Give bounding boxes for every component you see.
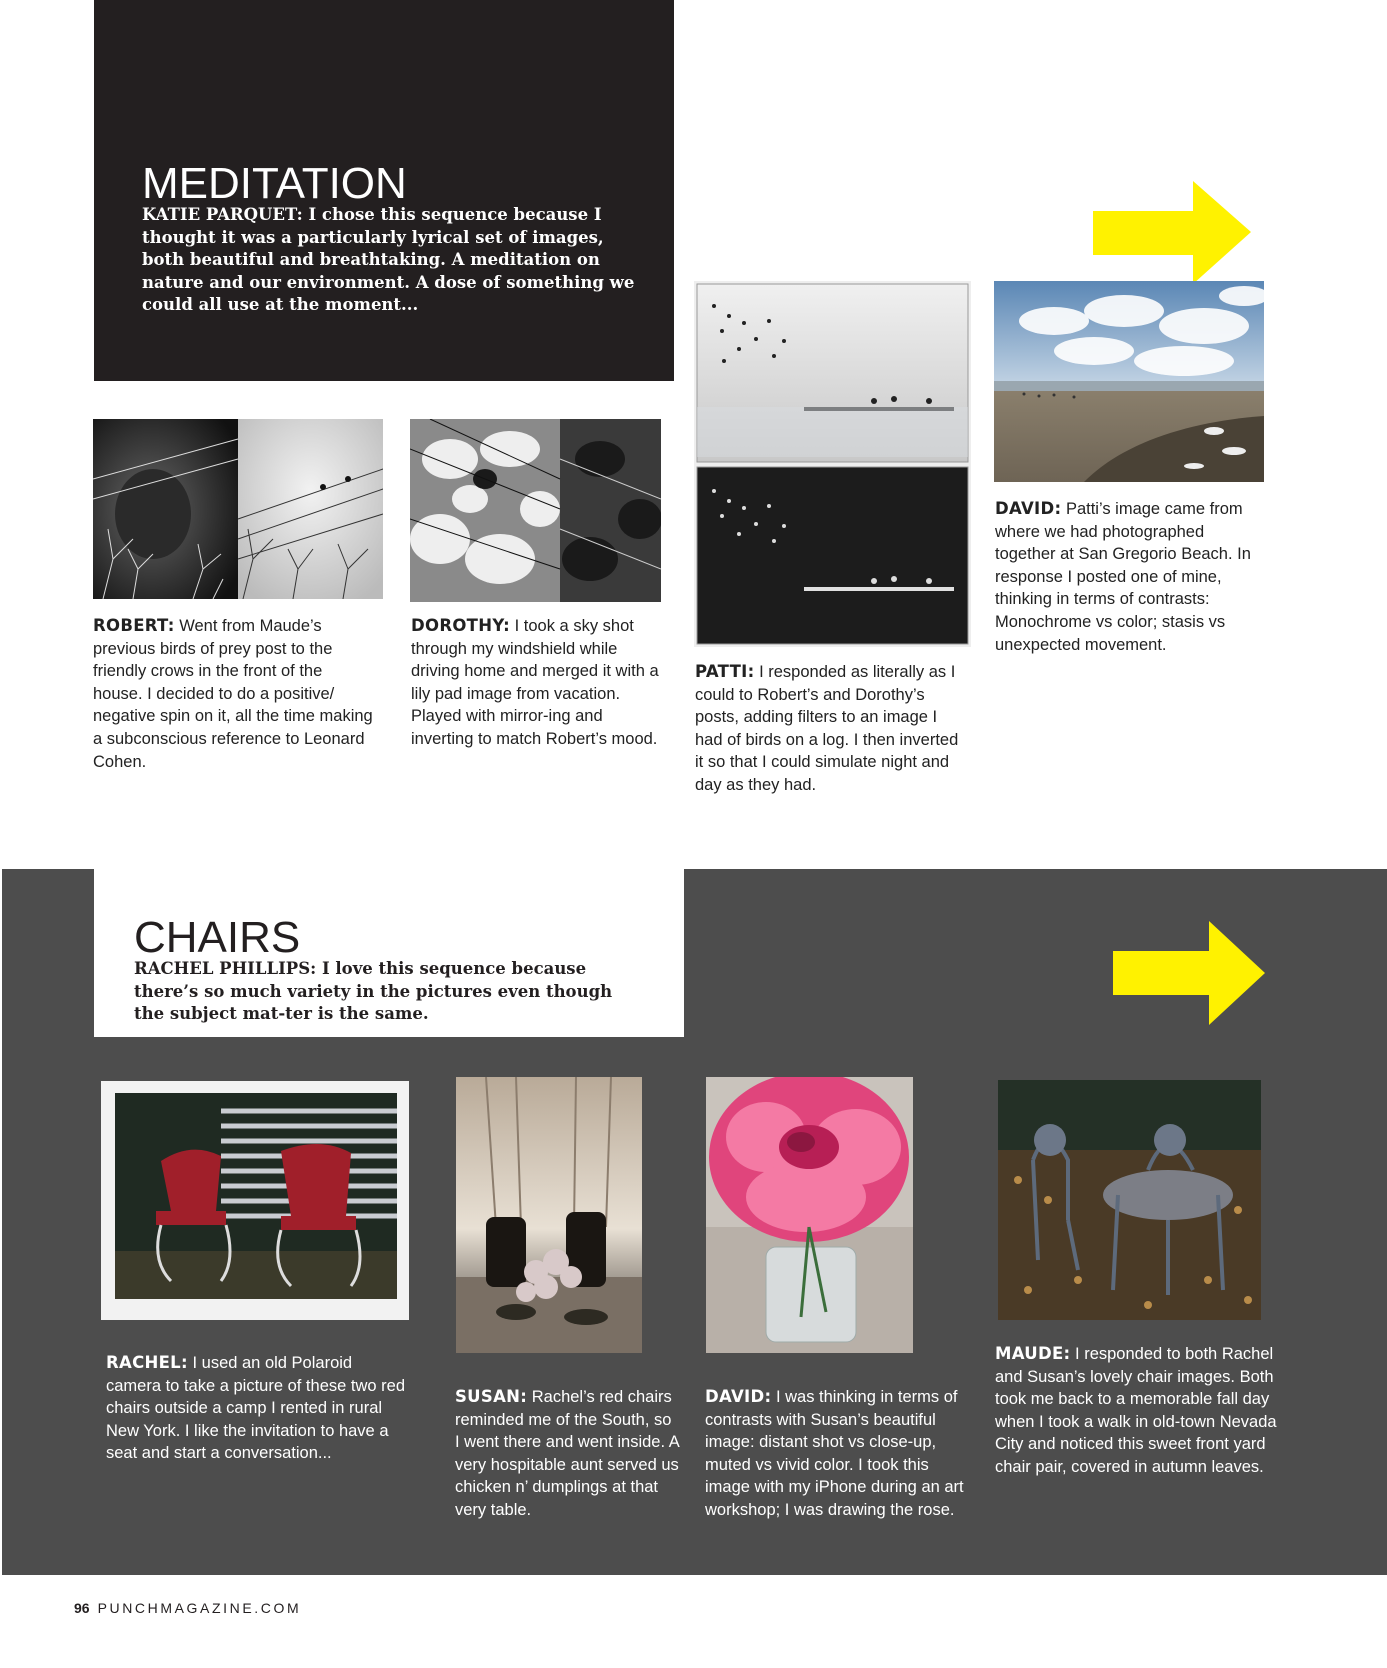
- next-arrow-icon[interactable]: [1113, 921, 1267, 1025]
- chairs-title: CHAIRS: [134, 913, 301, 962]
- susan-name: SUSAN:: [455, 1387, 528, 1406]
- meditation-title: MEDITATION: [142, 159, 407, 208]
- next-arrow-icon[interactable]: [1093, 181, 1253, 284]
- rachel-caption: [106, 1352, 406, 1465]
- page-footer: [74, 1600, 301, 1616]
- robert-photo[interactable]: [93, 419, 383, 599]
- david-rose-name: DAVID:: [705, 1387, 772, 1406]
- robert-name: ROBERT:: [93, 616, 175, 635]
- susan-photo[interactable]: [456, 1077, 642, 1353]
- susan-text: Rachel’s red chairs reminded me of the South, so I went there and went inside. A very hospitable aunt served us chicken n’ dumplings at that very table.: [455, 1388, 679, 1519]
- david-beach-photo[interactable]: [994, 281, 1264, 482]
- maude-text: I responded to both Rachel and Susan’s lovely chair images. Both took me back to a memorable fall day when I took a walk in old-town Nevada City and noticed this sweet front yard chair pair, covered in autumn leaves.: [995, 1345, 1277, 1476]
- maude-name: MAUDE:: [995, 1344, 1071, 1363]
- patti-photo[interactable]: [694, 281, 971, 647]
- susan-caption: [455, 1386, 680, 1522]
- dorothy-name: DOROTHY:: [411, 616, 511, 635]
- maude-caption: [995, 1343, 1285, 1479]
- patti-name: PATTI:: [695, 662, 755, 681]
- site-link[interactable]: PUNCHMAGAZINE.COM: [97, 1600, 302, 1616]
- robert-caption: [93, 615, 373, 773]
- patti-text: I responded as literally as I could to Robert’s and Dorothy’s posts, adding filters to an image I had of birds on a log. I then inverted it so that I could simulate night and day as they had.: [695, 663, 959, 794]
- david-text: Patti’s image came from where we had photographed together at San Gregorio Beach. In response I posted one of mine, thinking in terms of contrasts: Monochrome vs color; stasis vs unexpected movement.: [995, 500, 1251, 654]
- maude-photo[interactable]: [998, 1080, 1261, 1320]
- rachel-photo[interactable]: [101, 1081, 409, 1320]
- patti-caption: [695, 661, 965, 797]
- meditation-intro: KATIE PARQUET: I chose this sequence because I thought it was a particularly lyrical set of images, both beautiful and breathtaking. A meditation on nature and our environment. A dose of something we could all use at the moment...: [142, 205, 635, 314]
- david-caption: [995, 498, 1265, 656]
- page-number: 96: [74, 1600, 90, 1616]
- david-rose-photo[interactable]: [706, 1077, 913, 1353]
- david-name: DAVID:: [995, 499, 1062, 518]
- dorothy-caption: [411, 615, 661, 751]
- rachel-text: I used an old Polaroid camera to take a picture of these two red chairs outside a camp I rented in rural New York. I like the invitation to have a seat and start a conversation...: [106, 1354, 405, 1463]
- rachel-name: RACHEL:: [106, 1353, 188, 1372]
- david-rose-caption: [705, 1386, 975, 1522]
- chairs-intro: RACHEL PHILLIPS: I love this sequence because there’s so much variety in the pictures even though the subject mat-ter is the same.: [134, 959, 613, 1023]
- david-rose-text: I was thinking in terms of contrasts with Susan’s beautiful image: distant shot vs close-up, muted vs vivid color. I took this image with my iPhone during an art workshop; I was drawing the rose.: [705, 1388, 964, 1519]
- robert-text: Went from Maude’s previous birds of prey post to the friendly crows in the front of the house. I decided to do a positive/ negative spin on it, all the time making a subconscious reference to Leonard Cohen.: [93, 617, 373, 771]
- dorothy-photo[interactable]: [410, 419, 661, 602]
- dorothy-text: I took a sky shot through my windshield while driving home and merged it with a lily pad image from vacation. Played with mirror-ing and inverting to match Robert’s mood.: [411, 617, 659, 748]
